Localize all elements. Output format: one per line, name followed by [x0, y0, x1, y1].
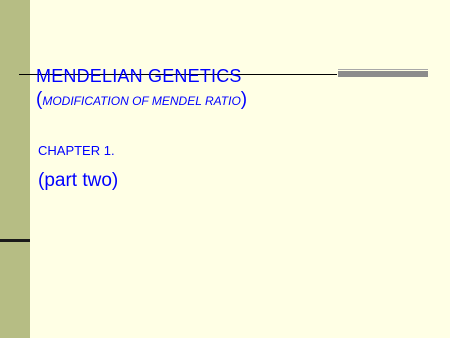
- chapter-label: CHAPTER 1.: [38, 143, 115, 158]
- slide-subtitle: [36, 88, 247, 113]
- subtitle-close-paren: ): [240, 89, 248, 110]
- subtitle-open-paren: (: [36, 89, 43, 110]
- sidebar-band: [0, 0, 30, 338]
- subtitle-text: MODIFICATION OF MENDEL RATIO: [42, 94, 241, 108]
- sidebar-mark: [0, 239, 30, 242]
- slide-title-block: [36, 64, 247, 113]
- title-rule-bar: [338, 71, 428, 77]
- part-label: (part two): [38, 170, 119, 191]
- slide-title: MENDELIAN GENETICS: [36, 66, 242, 86]
